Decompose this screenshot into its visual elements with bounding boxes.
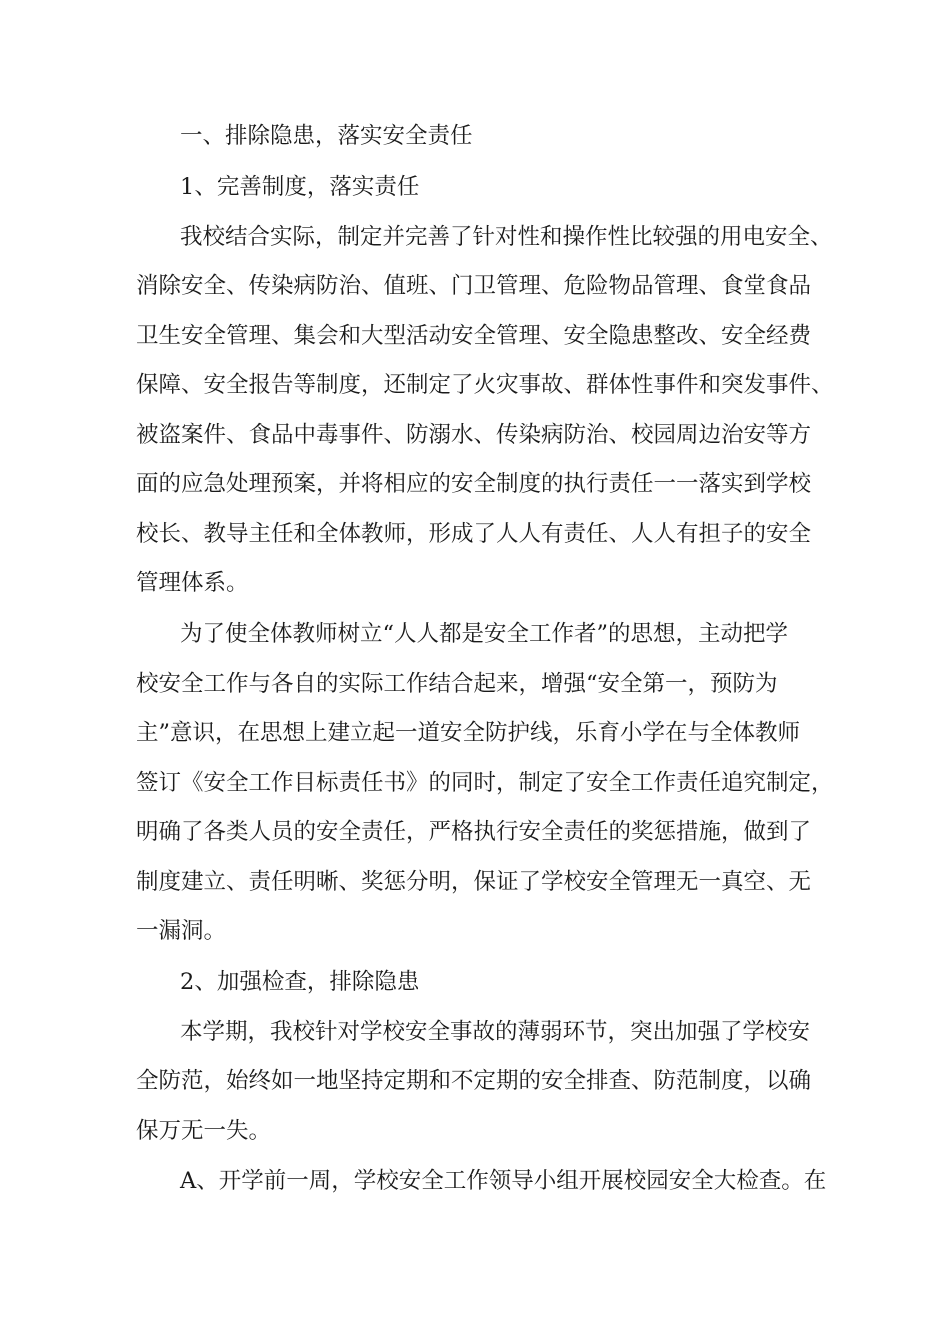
paragraph-line: 卫生安全管理、集会和大型活动安全管理、安全隐患整改、安全经费 [136,323,812,349]
paragraph-line: 制度建立、责任明晰、奖惩分明，保证了学校安全管理无一真空、无 [136,869,812,895]
paragraph-line: 签订《安全工作目标责任书》的同时，制定了安全工作责任追究制定， [136,770,834,796]
paragraph-line: 全防范，始终如一地坚持定期和不定期的安全排查、防范制度，以确 [136,1068,812,1094]
paragraph-line: 保万无一失。 [136,1118,272,1144]
paragraph-line: 保障、安全报告等制度，还制定了火灾事故、群体性事件和突发事件、 [136,372,834,398]
paragraph-line: 面的应急处理预案，并将相应的安全制度的执行责任一一落实到学校 [136,471,812,497]
paragraph-line: 被盗案件、食品中毒事件、防溺水、传染病防治、校园周边治安等方 [136,422,812,448]
section-heading: 一、排除隐患，落实安全责任 [180,123,473,149]
paragraph-line: 消除安全、传染病防治、值班、门卫管理、危险物品管理、食堂食品 [136,273,812,299]
paragraph-line: 为了使全体教师树立“人人都是安全工作者”的思想，主动把学 [180,621,789,647]
paragraph-line: A、开学前一周，学校安全工作领导小组开展校园安全大检查。在 [180,1168,827,1194]
paragraph-line: 我校结合实际，制定并完善了针对性和操作性比较强的用电安全、 [180,224,833,250]
paragraph-line: 明确了各类人员的安全责任，严格执行安全责任的奖惩措施，做到了 [136,819,812,845]
paragraph-line: 校安全工作与各自的实际工作结合起来，增强“安全第一，预防为 [136,671,778,697]
paragraph-line: 一漏洞。 [136,918,227,944]
subsection-heading: 1、完善制度，落实责任 [180,174,420,200]
paragraph-line: 校长、教导主任和全体教师，形成了人人有责任、人人有担子的安全 [136,521,812,547]
paragraph-line: 管理体系。 [136,570,249,596]
paragraph-line: 本学期，我校针对学校安全事故的薄弱环节，突出加强了学校安 [180,1019,811,1045]
subsection-heading: 2、加强检查，排除隐患 [180,969,420,995]
paragraph-line: 主”意识，在思想上建立起一道安全防护线，乐育小学在与全体教师 [136,720,801,746]
